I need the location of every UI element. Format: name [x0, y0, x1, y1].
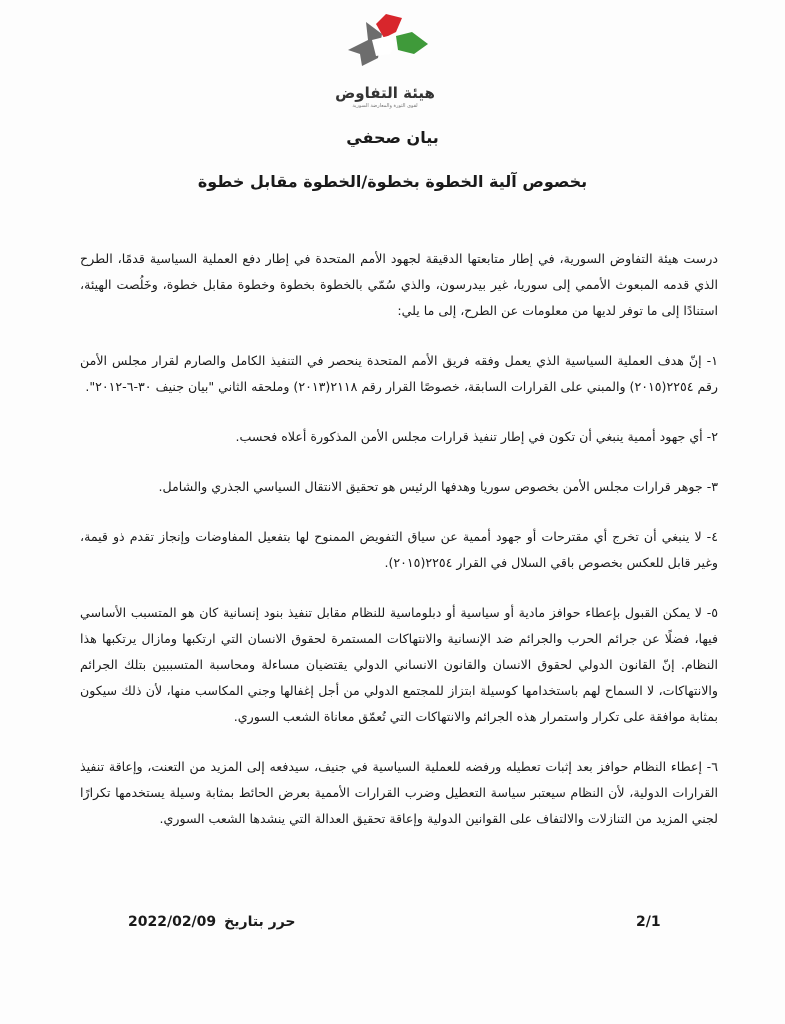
date-label: حرر بتاريخ [224, 914, 296, 930]
intro-paragraph: درست هيئة التفاوض السورية، في إطار متابعتها الدقيقة لجهود الأمم المتحدة في إطار دفع العملية السياسية قدمًا، الطرح الذي قدمه المبعوث الأممي إلى سوريا، غير بيدرسون، والذي سُمّي بالخطوة بخطوة وخطوة مقابل خطوة، وخَلُصت الهيئة، استنادًا إلى ما توفر لديها من معلومات عن الطرح، إلى ما يلي: [80, 251, 718, 318]
point-3: ٣- جوهر قرارات مجلس الأمن بخصوص سوريا وهدفها الرئيس هو تحقيق الانتقال السياسي الجذري والشامل. [158, 479, 718, 494]
page-title: بيان صحفي [346, 128, 439, 147]
page-subtitle: بخصوص آلية الخطوة بخطوة/الخطوة مقابل خطوة [197, 172, 588, 191]
point-5: ٥- لا يمكن القبول بإعطاء حوافز مادية أو سياسية أو دبلوماسية للنظام مقابل تنفيذ بنود إنسانية كان هو المتسبب الأساسي فيها، فضلًا عن جرائم الحرب والجرائم ضد الإنسانية والانتهاكات المستمرة لحقوق الانسان التي ارتكبها ومازال يرتكبها هذا النظام. إنّ القانون الدولي لحقوق الانسان والقانون الانساني الدولي يقتضيان مساءلة ومحاسبة المتسببين بتلك الجرائم والانتهاكات، لا السماح لهم باستخدامها كوسيلة ابتزاز للمجتمع الدولي من أجل إغفالها وجني المكاسب منها، لأن ذلك سيكون بمثابة موافقة على تكرار واستمرار هذه الجرائم والانتهاكات التي تُعمّق معاناة الشعب السوري. [80, 605, 718, 724]
org-name: هيئة التفاوض [335, 84, 435, 102]
statement-body [80, 246, 718, 856]
logo-emblem-icon [340, 10, 430, 80]
date-value: 2022/02/09 [128, 914, 217, 930]
organization-logo [330, 10, 440, 110]
point-1: ١- إنّ هدف العملية السياسية الذي يعمل وفقه فريق الأمم المتحدة ينحصر في التنفيذ الكامل والصارم لقرار مجلس الأمن رقم ٢٢٥٤(٢٠١٥) والمبني على القرارات السابقة، خصوصًا القرار رقم ٢١١٨(٢٠١٣) وملحقه الثاني "بيان جنيف ٣٠-٦-٢٠١٢". [80, 353, 718, 394]
org-subtitle: لقوى الثورة والمعارضة السورية [352, 103, 418, 109]
point-4: ٤- لا ينبغي أن تخرج أي مقترحات أو جهود أممية عن سياق التفويض الممنوح لها بتفعيل المفاوضات وإنجاز تقدم ذو قيمة، وغير قابل للعكس بخصوص باقي السلال في القرار ٢٢٥٤(٢٠١٥). [80, 529, 718, 570]
page-number: 2/1 [636, 914, 661, 930]
issue-date [128, 914, 296, 930]
point-6: ٦- إعطاء النظام حوافز بعد إثبات تعطيله ورفضه للعملية السياسية في جنيف، سيدفعه إلى المزيد من التعنت، وإعاقة تنفيذ القرارات الدولية، لأن النظام سيعتبر سياسة التعطيل وضرب القرارات الأممية بعرض الحائط بمثابة وسيلة يستخدمها تكرارًا لجني المزيد من التنازلات والالتفاف على القوانين الدولية وإعاقة تحقيق العدالة التي ينشدها الشعب السوري. [80, 759, 718, 826]
point-2: ٢- أي جهود أممية ينبغي أن تكون في إطار تنفيذ قرارات مجلس الأمن المذكورة أعلاه فحسب. [235, 429, 718, 444]
